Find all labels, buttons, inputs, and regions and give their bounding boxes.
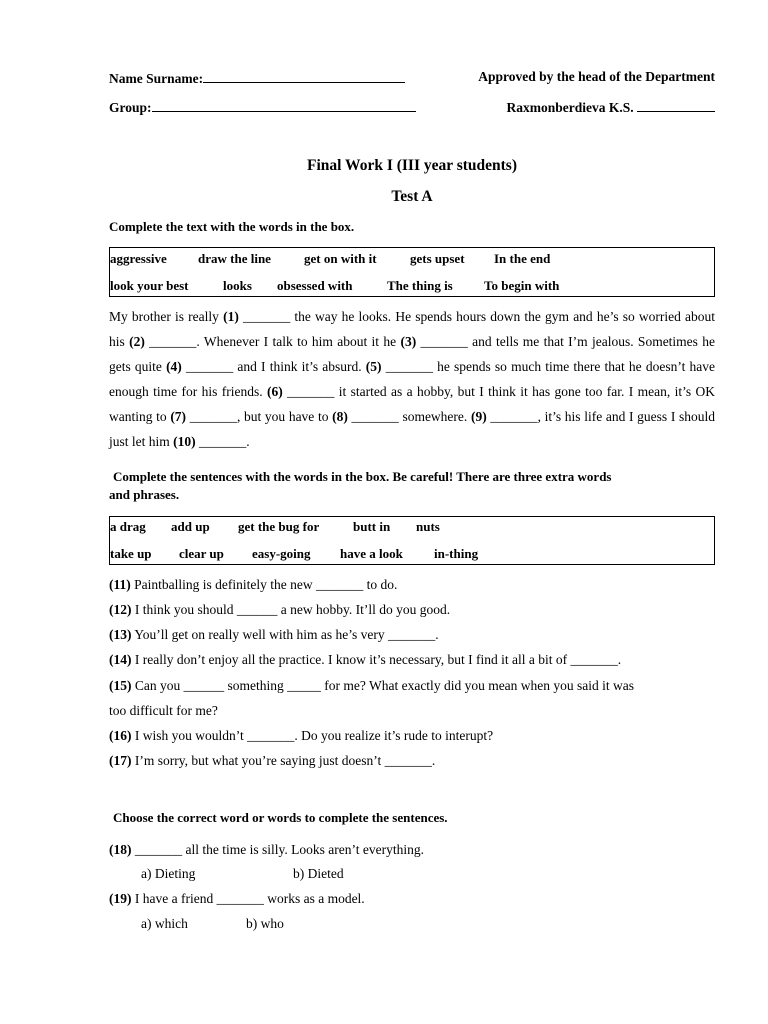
item-number: (16): [109, 728, 132, 743]
paragraph-text: _______ the way he looks. He spends hours down the gym and he’s so worried about his: [109, 309, 715, 349]
item-number: (6): [267, 384, 283, 399]
item-number: (7): [170, 409, 187, 424]
box-word: easy-going: [252, 546, 311, 561]
paragraph-text: _______ and I think it’s absurd.: [181, 359, 366, 374]
box-word: take up: [110, 546, 152, 561]
paragraph-text: _______.: [195, 434, 250, 449]
item-number: (2): [129, 334, 145, 349]
sentence-item-continued: [109, 703, 715, 719]
item-text: I have a friend _______ works as a model.: [131, 891, 365, 906]
paragraph-text: _______. Whenever I talk to him about it he: [144, 334, 401, 349]
item-number: (8): [332, 409, 348, 424]
q18-option-b: b) Dieted: [293, 866, 344, 881]
page-title: Final Work I (III year students): [307, 157, 517, 174]
item-text: You’ll get on really well with him as he’s very _______.: [131, 627, 439, 642]
box-word: butt in: [353, 519, 391, 534]
box-word: look your best: [110, 278, 189, 293]
box-word: nuts: [416, 519, 440, 534]
approved-text: Approved by the head of the Department: [478, 69, 715, 84]
item-number: (5): [365, 359, 382, 374]
item-number: (19): [109, 891, 132, 906]
box-word: get on with it: [304, 251, 377, 266]
sentence-item: [109, 652, 715, 668]
item-number: (18): [109, 842, 132, 857]
signature-blank: [637, 98, 715, 112]
item-number: (17): [109, 753, 132, 768]
section1-word-box: [109, 247, 715, 297]
section1-paragraph: [109, 304, 715, 454]
approver-field: [506, 98, 715, 116]
item-number: (3): [400, 334, 417, 349]
group-field: [109, 98, 416, 116]
paragraph-text: _______ and tells me that I’m jealous. Sometimes he gets quite: [109, 334, 716, 374]
box-word: draw the line: [198, 251, 271, 266]
box-word: get the bug for: [238, 519, 320, 534]
box-word: In the end: [494, 251, 551, 266]
box-word: looks: [223, 278, 252, 293]
q19-option-b: b) who: [246, 916, 284, 931]
item-text: _______ all the time is silly. Looks aren’t everything.: [131, 842, 424, 857]
item-number: (12): [109, 602, 132, 617]
paragraph-text: _______ it started as a hobby, but I think it has gone too far. I mean, it’s OK wanting to: [109, 384, 715, 424]
box-word: have a look: [340, 546, 403, 561]
sentence-item: [109, 753, 715, 769]
item-text: I think you should ______ a new hobby. It’ll do you good.: [131, 602, 451, 617]
group-label: Group:: [109, 100, 152, 115]
page-subtitle: Test A: [391, 188, 433, 205]
item-number: (15): [109, 678, 132, 693]
paragraph-text: _______ he spends so much time there that he doesn’t have enough time for his friends.: [109, 359, 715, 399]
question-18: [109, 842, 715, 858]
name-label: Name Surname:: [109, 71, 204, 86]
sentence-item: [109, 678, 715, 694]
sentence-item: [109, 728, 715, 744]
section2-word-box: [109, 516, 715, 565]
paragraph-text: My brother is really: [109, 309, 224, 324]
item-text: I wish you wouldn’t _______. Do you realize it’s rude to interupt?: [131, 728, 494, 743]
section2-instruction: [109, 468, 719, 504]
paragraph-text: _______, but you have to: [186, 409, 333, 424]
item-number: (13): [109, 627, 132, 642]
box-word: gets upset: [410, 251, 465, 266]
box-word: To begin with: [484, 278, 560, 293]
item-number: (1): [223, 309, 239, 324]
header-row-group: [109, 98, 715, 118]
section2-instruction-line1: Complete the sentences with the words in the box. Be careful! There are three extra words: [113, 469, 612, 484]
box-word: a drag: [110, 519, 146, 534]
box-word: add up: [171, 519, 210, 534]
box-word: in-thing: [434, 546, 479, 561]
box-word: clear up: [179, 546, 224, 561]
header-row-name: [109, 69, 715, 89]
q19-option-a: a) which: [141, 916, 188, 931]
group-blank: [152, 98, 416, 112]
name-blank: [203, 69, 405, 83]
sentence-item: [109, 602, 715, 618]
box-word: The thing is: [387, 278, 453, 293]
name-field: [109, 69, 405, 87]
sentence-item: [109, 577, 715, 593]
item-number: (4): [166, 359, 182, 374]
section1-instruction: Complete the text with the words in the box.: [109, 219, 355, 234]
item-number: (14): [109, 652, 132, 667]
item-text: Paintballing is definitely the new _______ to do.: [130, 577, 398, 592]
section2-instruction-line2: and phrases.: [109, 487, 180, 502]
item-text: too difficult for me?: [109, 703, 218, 718]
item-text: Can you ______ something _____ for me? What exactly did you mean when you said it was: [131, 678, 635, 693]
question-19: [109, 891, 715, 907]
section3-instruction: Choose the correct word or words to complete the sentences.: [113, 810, 448, 825]
approver-name: Raxmonberdieva K.S.: [506, 100, 634, 115]
box-word: obsessed with: [277, 278, 353, 293]
paragraph-text: _______ somewhere.: [347, 409, 471, 424]
item-number: (9): [470, 409, 487, 424]
item-number: (10): [173, 434, 196, 449]
paragraph-text: _______, it’s his life and I guess I should just let him: [109, 409, 715, 449]
box-word: aggressive: [110, 251, 167, 266]
item-text: I really don’t enjoy all the practice. I know it’s necessary, but I find it all a bit of _______.: [131, 652, 622, 667]
q18-option-a: a) Dieting: [141, 866, 196, 881]
sentence-item: [109, 627, 715, 643]
item-number: (11): [109, 577, 131, 592]
item-text: I’m sorry, but what you’re saying just doesn’t _______.: [131, 753, 436, 768]
